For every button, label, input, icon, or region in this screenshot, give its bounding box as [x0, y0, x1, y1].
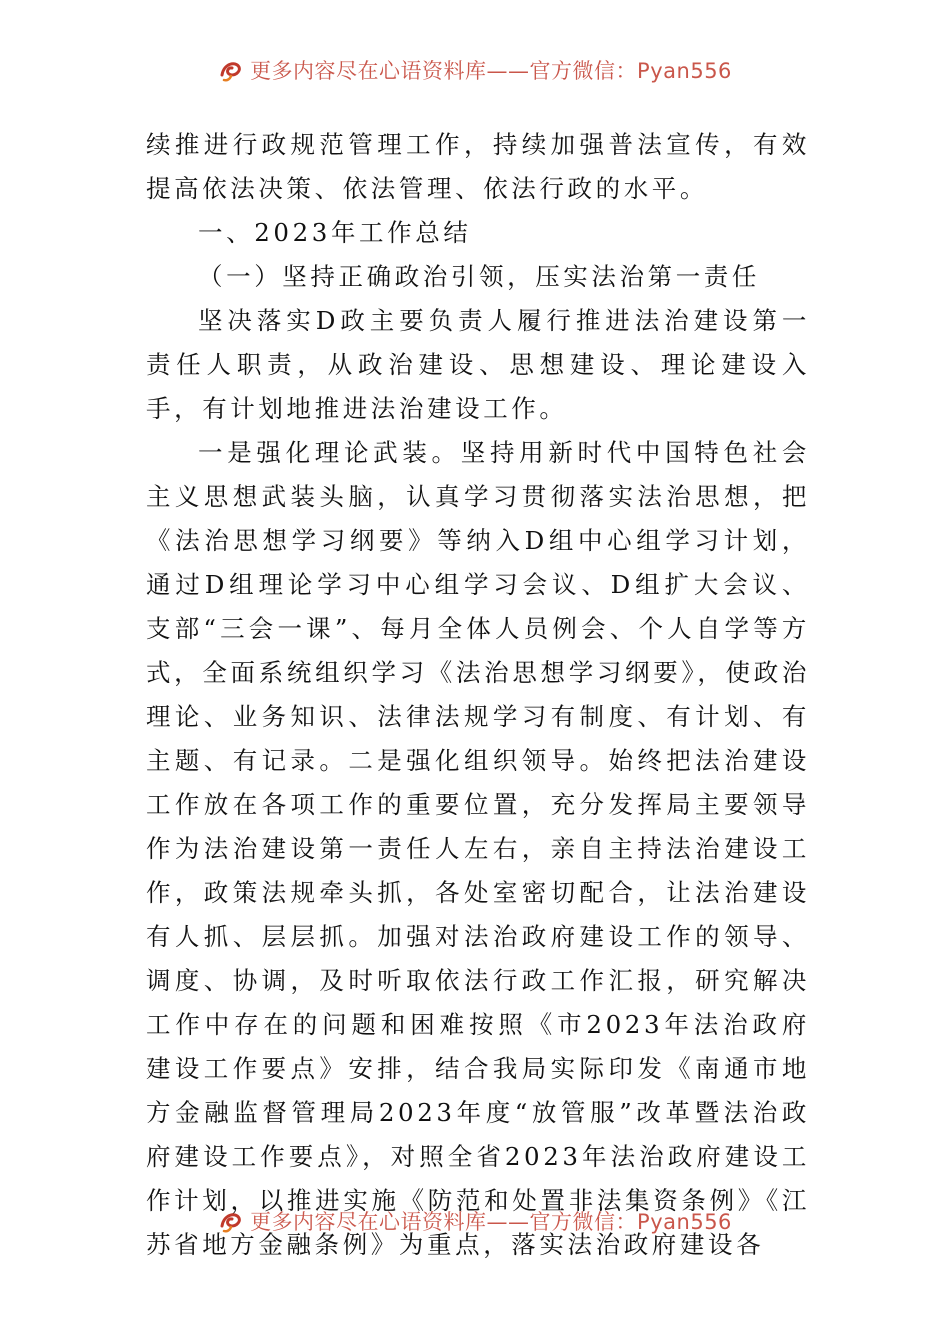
- document-body: [146, 123, 810, 1267]
- red-swirl-logo-icon: [218, 1208, 244, 1234]
- footer-watermark-text: 更多内容尽在心语资料库——官方微信：Pyan556: [250, 1210, 732, 1234]
- paragraph-continuation: 续推进行政规范管理工作，持续加强普法宣传，有效提高依法决策、依法管理、依法行政的水平。: [146, 130, 810, 203]
- red-swirl-logo-icon: [218, 57, 244, 83]
- paragraph-main: 一是强化理论武装。坚持用新时代中国特色社会主义思想武装头脑，认真学习贯彻落实法治思想，把《法治思想学习纲要》等纳入D组中心组学习计划，通过D组理论学习中心组学习会议、D组扩大会议、支部“三会一课”、每月全体人员例会、个人自学等方式，全面系统组织学习《法治思想学习纲要》，使政治理论、业务知识、法律法规学习有制度、有计划、有主题、有记录。二是强化组织领导。始终把法治建设工作放在各项工作的重要位置，充分发挥局主要领导作为法治建设第一责任人左右，亲自主持法治建设工作，政策法规牵头抓，各处室密切配合，让法治建设有人抓、层层抓。加强对法治政府建设工作的领导、调度、协调，及时听取依法行政工作汇报，研究解决工作中存在的问题和困难按照《市2023年法治政府建设工作要点》安排，结合我局实际印发《南通市地方金融监督管理局2023年度“放管服”改革暨法治政府建设工作要点》，对照全省2023年法治政府建设工作计划，以推进实施《防范和处置非法集资条例》《江苏省地方金融条例》为重点，落实法治政府建设各: [146, 438, 810, 1259]
- paragraph-intro: 坚决落实D政主要负责人履行推进法治建设第一责任人职责，从政治建设、思想建设、理论建设入手，有计划地推进法治建设工作。: [146, 306, 810, 423]
- header-watermark-text: 更多内容尽在心语资料库——官方微信：Pyan556: [250, 59, 732, 83]
- subsection-heading: （一）坚持正确政治引领，压实法治第一责任: [198, 262, 760, 291]
- header-watermark: [0, 55, 950, 85]
- section-heading: 一、2023年工作总结: [198, 218, 472, 247]
- footer-watermark: [0, 1206, 950, 1236]
